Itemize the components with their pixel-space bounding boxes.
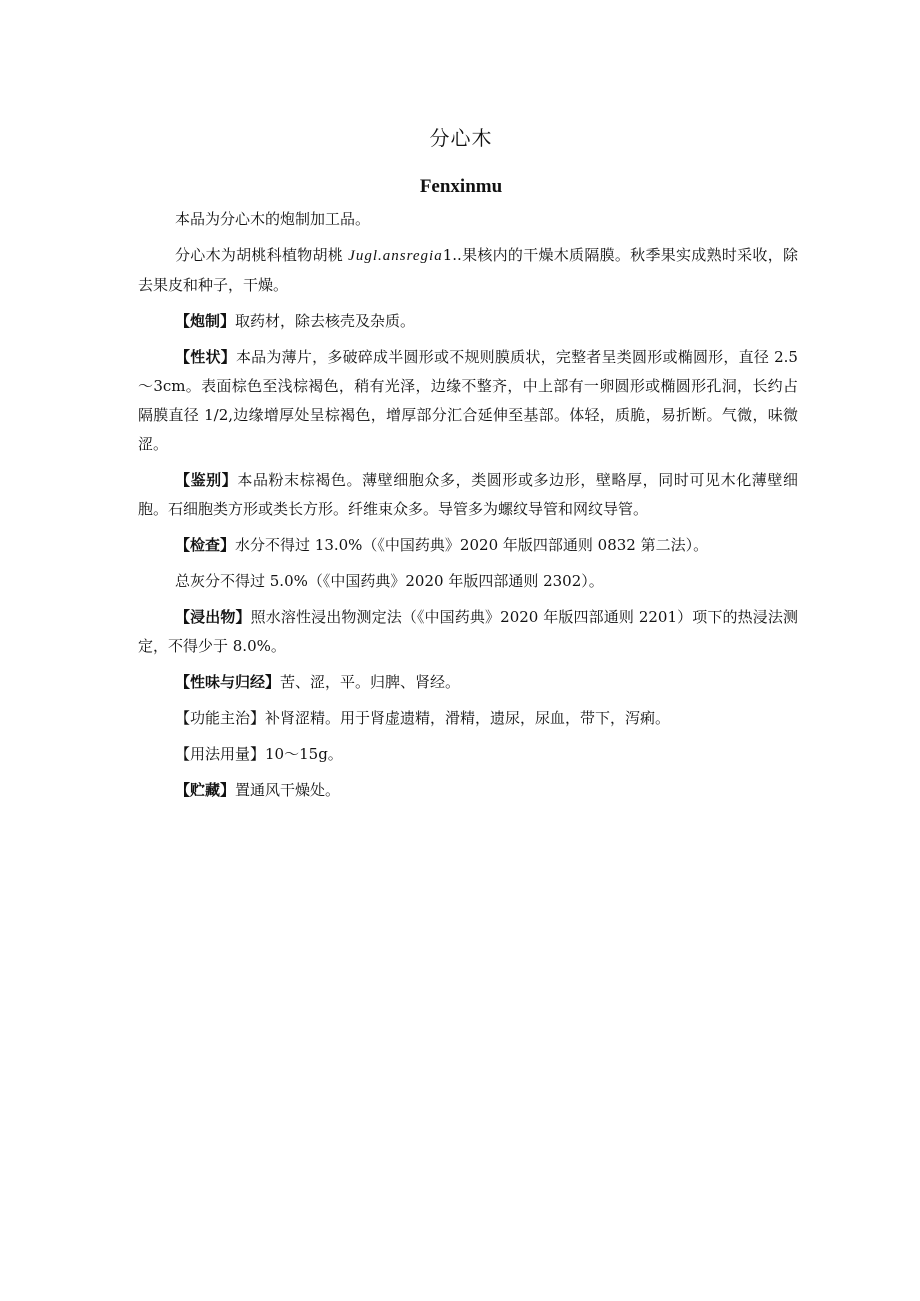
identification-paragraph [138, 466, 798, 524]
usage-label: 【用法用量】 [175, 745, 266, 763]
origin-latin-name: Jugl.ansregia [348, 248, 443, 264]
extract-text: 照水溶性浸出物测定法（《中国药典》2020 年版四部通则 2201）项下的热浸法测定，不得少于 8.0%。 [138, 608, 798, 655]
function-paragraph [138, 704, 798, 733]
nature-paragraph [138, 668, 798, 697]
document-title-cn: 分心木 [429, 126, 493, 150]
intro-text: 本品为分心木的炮制加工品。 [175, 210, 371, 228]
character-text: 本品为薄片，多破碎成半圆形或不规则膜质状，完整者呈类圆形或椭圆形，直径 2.5～3cm。表面棕色至浅棕褐色，稍有光泽，边缘不整齐，中上部有一卵圆形或椭圆形孔洞，长约占隔膜直径 1/2,边缘增厚处呈棕褐色，增厚部分汇合延伸至基部。体轻，质脆，易折断。气微，味微涩。 [138, 348, 798, 453]
identification-label: 【鉴别】 [175, 471, 238, 489]
processing-label: 【炮制】 [175, 312, 236, 330]
document-title-en: Fenxinmu [419, 176, 503, 197]
extract-paragraph [138, 603, 798, 661]
function-label: 【功能主治】 [175, 709, 266, 727]
nature-text: 苦、涩，平。归脾、肾经。 [280, 673, 461, 691]
identification-text: 本品粉末棕褐色。薄壁细胞众多，类圆形或多边形，壁略厚，同时可见木化薄壁细胞。石细胞类方形或类长方形。纤维束众多。导管多为螺纹导管和网纹导管。 [138, 471, 798, 518]
function-text: 补肾涩精。用于肾虚遗精，滑精，遗尿，尿血，带下，泻痢。 [265, 709, 671, 727]
intro-paragraph [138, 205, 798, 234]
ash-text: 总灰分不得过 5.0%（《中国药典》2020 年版四部通则 2302）。 [175, 572, 604, 590]
origin-text-pre: 分心木为胡桃科植物胡桃 [175, 246, 344, 264]
storage-label: 【贮藏】 [175, 781, 236, 799]
usage-paragraph [138, 740, 798, 769]
storage-paragraph [138, 776, 798, 805]
ash-paragraph [138, 567, 798, 596]
extract-label: 【浸出物】 [175, 608, 251, 626]
storage-text: 置通风干燥处。 [235, 781, 341, 799]
inspection-text: 水分不得过 13.0%（《中国药典》2020 年版四部通则 0832 第二法）。 [235, 536, 709, 554]
processing-paragraph [138, 307, 798, 336]
character-paragraph [138, 343, 798, 459]
document-body [138, 205, 798, 812]
nature-label: 【性味与归经】 [175, 673, 281, 691]
usage-text: 10～15g。 [265, 745, 343, 763]
inspection-label: 【检查】 [175, 536, 236, 554]
origin-paragraph [138, 241, 798, 300]
inspection-paragraph [138, 531, 798, 560]
processing-text: 取药材，除去核壳及杂质。 [235, 312, 416, 330]
character-label: 【性状】 [175, 348, 236, 366]
origin-text-post: 1..果核内的干燥木质隔膜。秋季果实成熟时采收，除去果皮和种子，干燥。 [138, 246, 798, 294]
